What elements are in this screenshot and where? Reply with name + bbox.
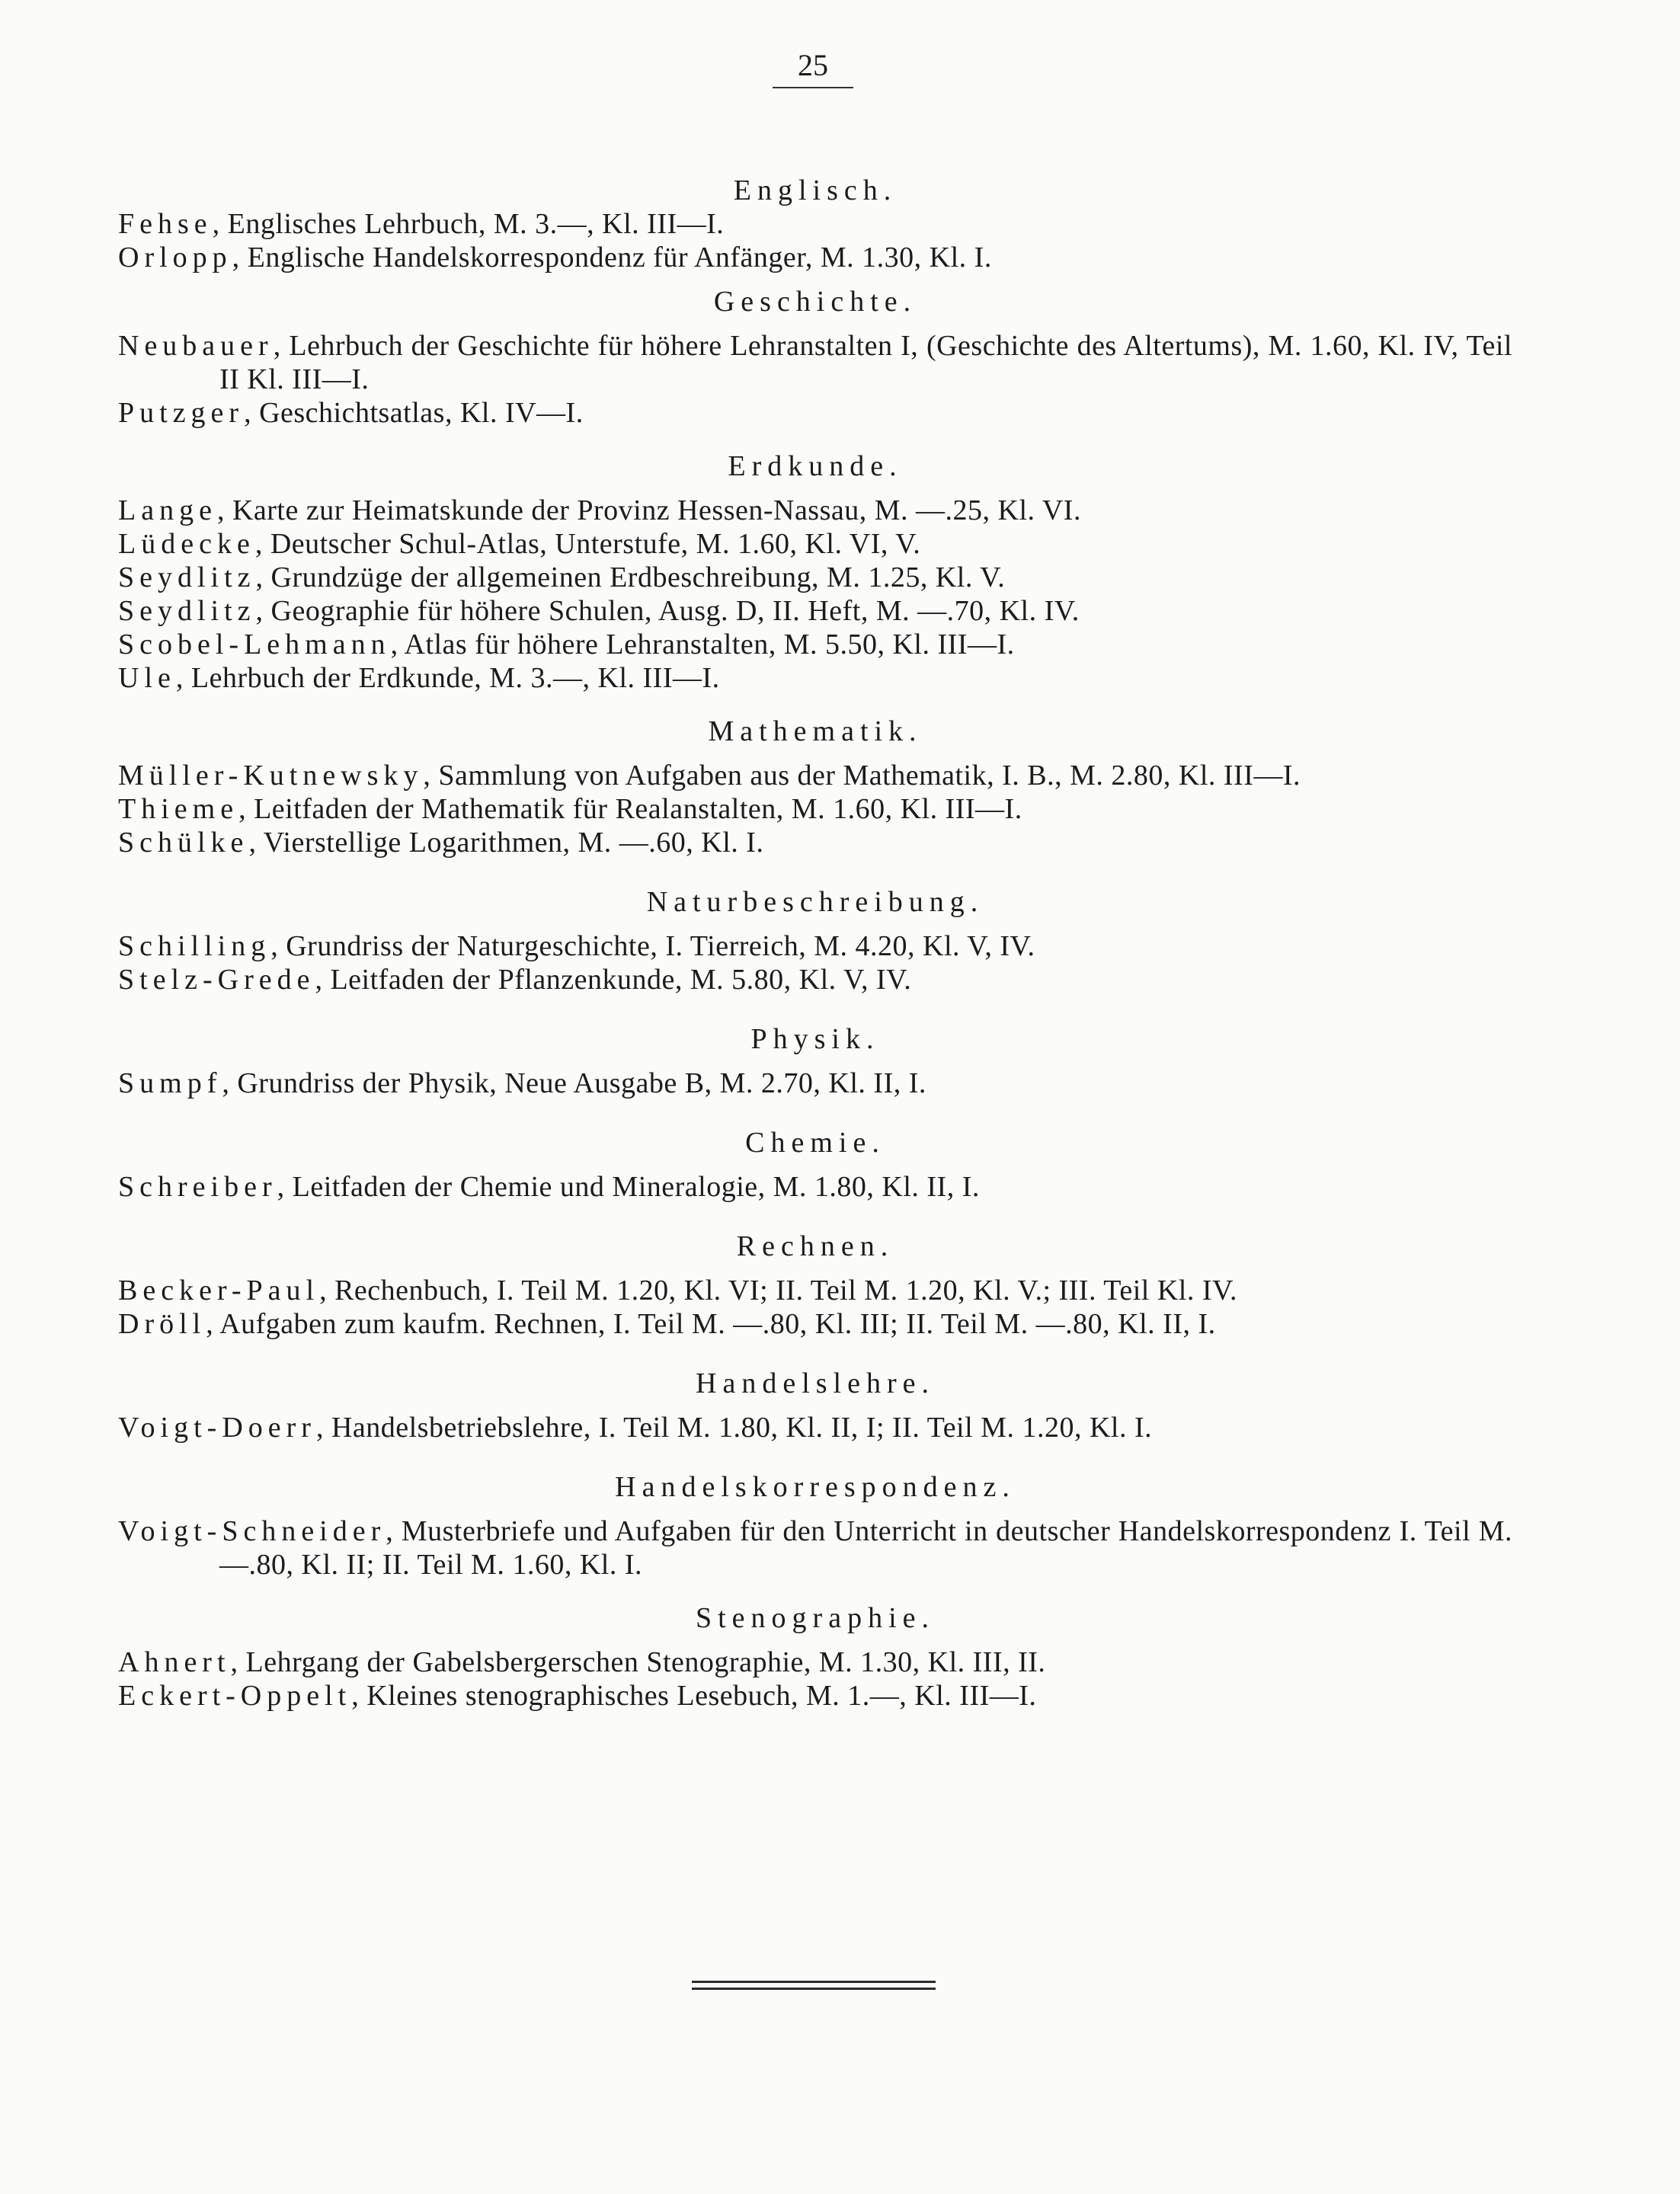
section-heading: Physik. <box>750 1023 880 1055</box>
author: Voigt-Schneider <box>118 1515 386 1547</box>
entry-text: , Grundriss der Naturgeschichte, I. Tierreich, M. 4.20, Kl. V, IV. <box>270 930 1035 962</box>
book-list <box>118 174 1512 1713</box>
section-heading: Naturbeschreibung. <box>646 886 984 918</box>
entry-text: , Grundzüge der allgemeinen Erdbeschreibung, M. 1.25, Kl. V. <box>255 561 1006 593</box>
section-heading: Mathematik. <box>708 715 923 747</box>
author: Eckert-Oppelt <box>118 1680 352 1712</box>
book-entry <box>118 1679 1512 1713</box>
book-entry <box>118 594 1512 628</box>
author: Becker-Paul <box>118 1275 320 1306</box>
section-mathematik <box>118 715 1512 859</box>
book-entry <box>118 661 1512 695</box>
author: Seydlitz <box>118 561 256 593</box>
author: Schreiber <box>118 1171 277 1203</box>
end-rule-line <box>692 1988 936 1990</box>
section-englisch <box>118 174 1512 274</box>
section-chemie <box>118 1126 1512 1204</box>
author: Seydlitz <box>118 595 256 627</box>
author: Lange <box>118 494 217 526</box>
entry-text: , Musterbriefe und Aufgaben für den Unterricht in deutscher Handelskorrespondenz I. Teil M. —.80, Kl. II; II. Teil M. 1.60, Kl. I. <box>219 1515 1512 1581</box>
entry-text: , Lehrbuch der Erdkunde, M. 3.—, Kl. III—I. <box>175 662 720 694</box>
section-heading: Erdkunde. <box>728 450 903 482</box>
entry-text: , Rechenbuch, I. Teil M. 1.20, Kl. VI; II. Teil M. 1.20, Kl. V.; III. Teil Kl. IV. <box>319 1275 1238 1306</box>
book-entry <box>118 396 1512 430</box>
book-entry <box>118 1274 1512 1307</box>
book-entry <box>118 929 1512 963</box>
book-entry <box>118 207 1512 241</box>
book-entry <box>118 1170 1512 1204</box>
author: Schilling <box>118 930 271 962</box>
book-entry <box>118 792 1512 826</box>
book-entry <box>118 963 1512 996</box>
author: Stelz-Grede <box>118 964 315 996</box>
section-heading: Handelskorrespondenz. <box>615 1471 1016 1503</box>
book-entry <box>118 494 1512 527</box>
entry-text: , Karte zur Heimatskunde der Provinz Hessen-Nassau, M. —.25, Kl. VI. <box>216 494 1081 526</box>
author: Fehse <box>118 208 213 240</box>
book-entry <box>118 1307 1512 1341</box>
entry-text: , Leitfaden der Pflanzenkunde, M. 5.80, Kl. V, IV. <box>315 964 912 996</box>
author: Dröll <box>118 1308 206 1340</box>
entry-text: , Atlas für höhere Lehranstalten, M. 5.50, Kl. III—I. <box>390 628 1015 660</box>
entry-text: , Englische Handelskorrespondenz für Anfänger, M. 1.30, Kl. I. <box>232 241 992 273</box>
entry-text: , Deutscher Schul-Atlas, Unterstufe, M. 1.60, Kl. VI, V. <box>254 528 921 560</box>
author: Schülke <box>118 827 249 859</box>
entry-text: , Grundriss der Physik, Neue Ausgabe B, M. 2.70, Kl. II, I. <box>222 1067 926 1099</box>
entry-text: , Lehrbuch der Geschichte für höhere Lehranstalten I, (Geschichte des Altertums), M. 1.60, Kl. IV, Teil II Kl. III—I. <box>219 330 1512 395</box>
page-number: 25 <box>773 47 853 88</box>
entry-text: , Geschichtsatlas, Kl. IV—I. <box>244 397 584 429</box>
entry-text: , Englisches Lehrbuch, M. 3.—, Kl. III—I. <box>212 208 725 240</box>
author: Putzger <box>118 397 245 429</box>
entry-text: , Lehrgang der Gabelsbergerschen Stenographie, M. 1.30, Kl. III, II. <box>230 1646 1046 1678</box>
section-geschichte <box>118 285 1512 430</box>
section-erdkunde <box>118 449 1512 695</box>
author: Lüdecke <box>118 528 255 560</box>
section-rechnen <box>118 1230 1512 1341</box>
book-entry <box>118 329 1512 396</box>
author: Scobel-Lehmann <box>118 628 391 660</box>
section-naturbeschreibung <box>118 885 1512 996</box>
section-physik <box>118 1022 1512 1100</box>
end-rule <box>692 1981 936 1994</box>
section-heading: Handelslehre. <box>696 1367 935 1399</box>
entry-text: , Leitfaden der Chemie und Mineralogie, M. 1.80, Kl. II, I. <box>277 1171 980 1203</box>
author: Orlopp <box>118 241 232 273</box>
author: Ahnert <box>118 1646 231 1678</box>
book-entry <box>118 826 1512 859</box>
author: Sumpf <box>118 1067 222 1099</box>
book-entry <box>118 241 1512 274</box>
entry-text: , Geographie für höhere Schulen, Ausg. D, II. Heft, M. —.70, Kl. IV. <box>255 595 1080 627</box>
entry-text: , Vierstellige Logarithmen, M. —.60, Kl. I. <box>248 827 764 859</box>
entry-text: , Leitfaden der Mathematik für Realanstalten, M. 1.60, Kl. III—I. <box>238 793 1022 825</box>
book-entry <box>118 1514 1512 1582</box>
entry-text: , Handelsbetriebslehre, I. Teil M. 1.80, Kl. II, I; II. Teil M. 1.20, Kl. I. <box>315 1412 1153 1444</box>
section-stenographie <box>118 1601 1512 1713</box>
book-entry <box>118 1646 1512 1679</box>
book-entry <box>118 759 1512 792</box>
author: Voigt-Doerr <box>118 1412 316 1444</box>
section-heading: Englisch. <box>733 174 898 206</box>
section-heading: Stenographie. <box>695 1602 935 1634</box>
entry-text: , Aufgaben zum kaufm. Rechnen, I. Teil M. —.80, Kl. III; II. Teil M. —.80, Kl. II, I. <box>206 1308 1216 1340</box>
author: Thieme <box>118 793 239 825</box>
book-entry <box>118 628 1512 661</box>
section-heading: Rechnen. <box>736 1230 894 1262</box>
section-heading: Chemie. <box>745 1127 885 1159</box>
book-entry <box>118 561 1512 594</box>
entry-text: , Kleines stenographisches Lesebuch, M. 1.—, Kl. III—I. <box>351 1680 1037 1712</box>
author: Müller-Kutnewsky <box>118 760 424 792</box>
author: Ule <box>118 662 176 694</box>
section-heading: Geschichte. <box>713 286 917 318</box>
book-entry <box>118 527 1512 561</box>
entry-text: , Sammlung von Aufgaben aus der Mathematik, I. B., M. 2.80, Kl. III—I. <box>423 760 1301 792</box>
book-entry <box>118 1411 1512 1444</box>
book-entry <box>118 1067 1512 1100</box>
section-handelslehre <box>118 1367 1512 1444</box>
section-handelskorrespondenz <box>118 1470 1512 1582</box>
author: Neubauer <box>118 330 274 362</box>
end-rule-line <box>692 1981 936 1983</box>
